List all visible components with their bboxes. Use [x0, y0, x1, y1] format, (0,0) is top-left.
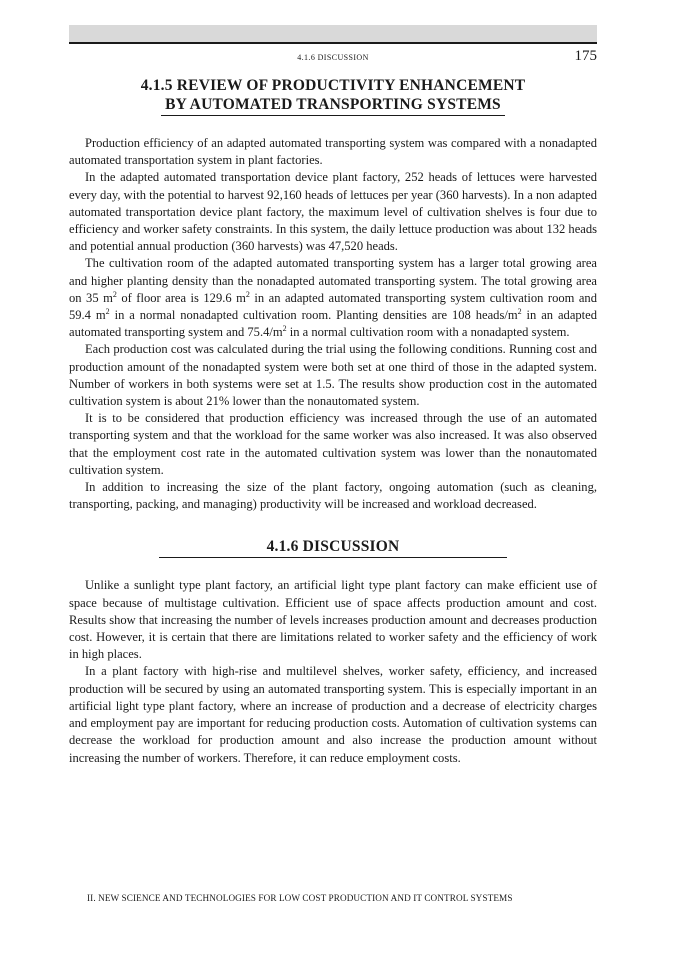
section-title-line1: 4.1.5 REVIEW OF PRODUCTIVITY ENHANCEMENT	[140, 77, 526, 94]
running-header	[69, 48, 597, 66]
paragraph: Production efficiency of an adapted automated transporting system was compared with a nonadapted automated transportation system in plant factories.	[69, 136, 597, 168]
page-number: 175	[574, 48, 597, 64]
header-rule	[69, 42, 597, 44]
paragraph: It is to be considered that production efficiency was increased through the use of an automated transporting system and that the workload for the same worker was also increased. It was also observed that the employment cost rate in the automated cultivation system was lower than the nonautomated cultivation system.	[69, 411, 597, 477]
header-bar	[69, 25, 597, 42]
section-4-1-6-title: 4.1.6 DISCUSSION	[159, 537, 508, 558]
paragraph: Unlike a sunlight type plant factory, an artificial light type plant factory can make efficient use of space because of multistage cultivation. Efficient use of space affects production amount and cost. Results show that increasing the number of levels increases production amount and decreases production cost. However, it is certain that there are limitations related to worker safety and the efficiency of work in high places.	[69, 578, 597, 662]
paragraph: In a plant factory with high-rise and multilevel shelves, worker safety, efficiency, and increased production will be secured by using an automated transporting system. This is especially important in an artificial light type plant factory, where an increase of production and a decrease of electricity charges and employment pay are important for reducing production costs. Automation of cultivation systems can decrease the workload for production amount and also increase the production amount without increasing the number of workers. Therefore, it can reduce employment costs.	[69, 664, 597, 765]
page-footer: II. NEW SCIENCE AND TECHNOLOGIES FOR LOW COST PRODUCTION AND IT CONTROL SYSTEMS	[87, 893, 513, 903]
page-content	[69, 76, 597, 767]
paragraph: In the adapted automated transportation device plant factory, 252 heads of lettuces were harvested every day, with the potential to harvest 92,160 heads of lettuces per year (360 harvests). In a non adapted automated transportation device plant factory, the maximum level of cultivation shelves is four due to efficiency and worker safety constraints. In this system, the daily lettuce production was about 132 heads and potential annual production (360 harvests) was 47,520 heads.	[69, 170, 597, 254]
paragraph: In addition to increasing the size of the plant factory, ongoing automation (such as cleaning, transporting, packing, and managing) productivity will be increased and workload decreased.	[69, 480, 597, 512]
section-4-1-5-body	[69, 135, 597, 513]
section-title-line2: BY AUTOMATED TRANSPORTING SYSTEMS	[161, 95, 505, 116]
paragraph: The cultivation room of the adapted automated transporting system has a larger total growing area and higher planting density than the nonadapted automated transporting system. The total growing area on 35 $m^2$ of floor area is 129.6 $m^2$ in an adapted automated transporting system cultivation room and 59.4 $m^2$ in a normal nonadapted cultivation room. Planting densities are 108 heads/$m^2$ in an adapted automated transporting system and $75.4/m^2$ in a normal cultivation room with a nonadapted system.	[69, 256, 598, 340]
section-4-1-6-body	[69, 577, 597, 766]
section-4-1-5-title	[69, 76, 597, 116]
section-4-1-6-heading	[69, 537, 597, 558]
paragraph: Each production cost was calculated during the trial using the following conditions. Running cost and production amount of the nonadapted system were both set at one third of those in the adapted system. Number of workers in both systems were set at 1.5. The results show production cost in the automated cultivation system is about 21% lower than the nonautomated system.	[69, 342, 597, 409]
running-head-title: 4.1.6 DISCUSSION	[297, 53, 369, 62]
